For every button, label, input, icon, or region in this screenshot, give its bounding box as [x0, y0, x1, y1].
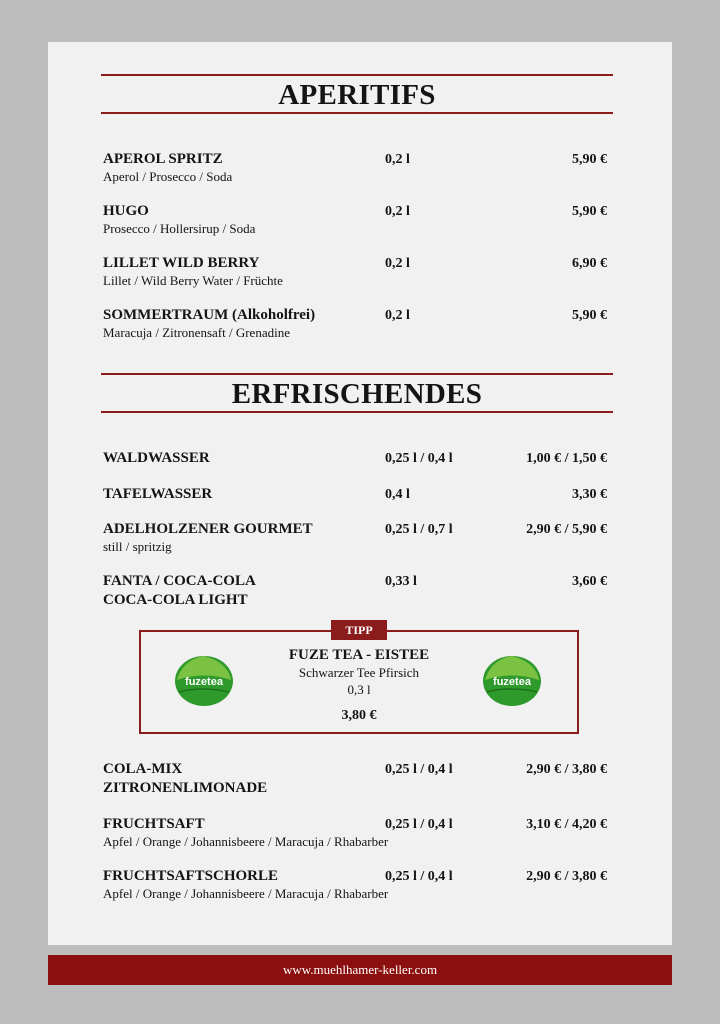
item-volume: 0,2 l — [385, 256, 410, 271]
item-name: APEROL SPRITZ — [103, 151, 223, 167]
item-volume: 0,25 l / 0,4 l — [385, 451, 453, 466]
item-volume: 0,25 l / 0,4 l — [385, 869, 453, 884]
item-price: 3,30 € — [572, 487, 607, 502]
item-price: 3,10 € / 4,20 € — [526, 817, 607, 832]
tip-volume: 0,3 l — [347, 682, 371, 697]
item-name: ADELHOLZENER GOURMET — [103, 521, 313, 537]
item-name: FRUCHTSAFTSCHORLE — [103, 868, 279, 884]
item-description: Apfel / Orange / Johannisbeere / Maracuja / Rhabarber — [103, 834, 389, 849]
item-description: Apfel / Orange / Johannisbeere / Maracuja / Rhabarber — [103, 886, 389, 901]
item-name-secondary: ZITRONENLIMONADE — [103, 780, 268, 796]
item-description: still / spritzig — [103, 539, 172, 554]
section-heading-erfrischendes — [101, 373, 613, 413]
item-volume: 0,2 l — [385, 204, 410, 219]
menu-item-adelholzener-gourmet — [103, 520, 607, 560]
item-volume: 0,25 l / 0,4 l — [385, 762, 453, 777]
item-description: Prosecco / Hollersirup / Soda — [103, 221, 256, 236]
footer-bar — [48, 955, 672, 985]
item-description: Aperol / Prosecco / Soda — [103, 169, 233, 184]
section-heading-aperitifs — [101, 74, 613, 114]
item-price: 5,90 € — [572, 152, 607, 167]
website-link[interactable]: www.muehlhamer-keller.com — [282, 962, 438, 977]
item-price: 3,60 € — [572, 574, 607, 589]
item-price: 2,90 € / 3,80 € — [526, 869, 607, 884]
menu-item-lillet-wild-berry — [103, 254, 607, 294]
item-volume: 0,33 l — [385, 574, 417, 589]
item-name: HUGO — [103, 203, 149, 219]
tip-box-fuze-tea — [139, 623, 579, 734]
item-price: 5,90 € — [572, 204, 607, 219]
item-description: Lillet / Wild Berry Water / Früchte — [103, 273, 283, 288]
item-name: COLA-MIX — [103, 761, 183, 777]
menu-item-aperol-spritz — [103, 150, 607, 190]
logo-wordmark: fuzetea — [493, 676, 531, 688]
menu-page — [48, 42, 672, 945]
item-name-secondary: COCA-COLA LIGHT — [103, 592, 248, 608]
item-name: SOMMERTRAUM (Alkoholfrei) — [103, 307, 316, 323]
item-name: FRUCHTSAFT — [103, 816, 205, 832]
logo-wordmark: fuzetea — [185, 676, 223, 688]
item-price: 2,90 € / 5,90 € — [526, 522, 607, 537]
item-volume: 0,2 l — [385, 308, 410, 323]
tip-badge: TIPP — [331, 620, 387, 640]
item-price: 5,90 € — [572, 308, 607, 323]
item-name: LILLET WILD BERRY — [103, 255, 260, 271]
menu-item-fruchtsaftschorle — [103, 867, 607, 907]
item-name: WALDWASSER — [103, 450, 210, 466]
tip-title: FUZE TEA - EISTEE — [288, 647, 430, 663]
item-price: 1,00 € / 1,50 € — [526, 451, 607, 466]
menu-item-cola-mix — [103, 760, 607, 800]
section-title: ERFRISCHENDES — [231, 378, 483, 410]
tip-price: 3,80 € — [341, 708, 377, 723]
menu-item-sommertraum — [103, 306, 607, 346]
menu-item-hugo — [103, 202, 607, 242]
item-name: FANTA / COCA-COLA — [103, 573, 256, 589]
item-volume: 0,4 l — [385, 487, 410, 502]
menu-item-waldwasser — [103, 449, 607, 489]
item-price: 2,90 € / 3,80 € — [526, 762, 607, 777]
item-volume: 0,2 l — [385, 152, 410, 167]
menu-item-fanta-coca-cola — [103, 572, 607, 612]
item-name: TAFELWASSER — [103, 486, 213, 502]
tip-subtitle: Schwarzer Tee Pfirsich — [298, 665, 420, 680]
item-volume: 0,25 l / 0,7 l — [385, 522, 453, 537]
menu-item-fruchtsaft — [103, 815, 607, 855]
item-price: 6,90 € — [572, 256, 607, 271]
item-description: Maracuja / Zitronensaft / Grenadine — [103, 325, 290, 340]
item-volume: 0,25 l / 0,4 l — [385, 817, 453, 832]
menu-item-tafelwasser — [103, 485, 607, 525]
section-title: APERITIFS — [278, 79, 436, 111]
